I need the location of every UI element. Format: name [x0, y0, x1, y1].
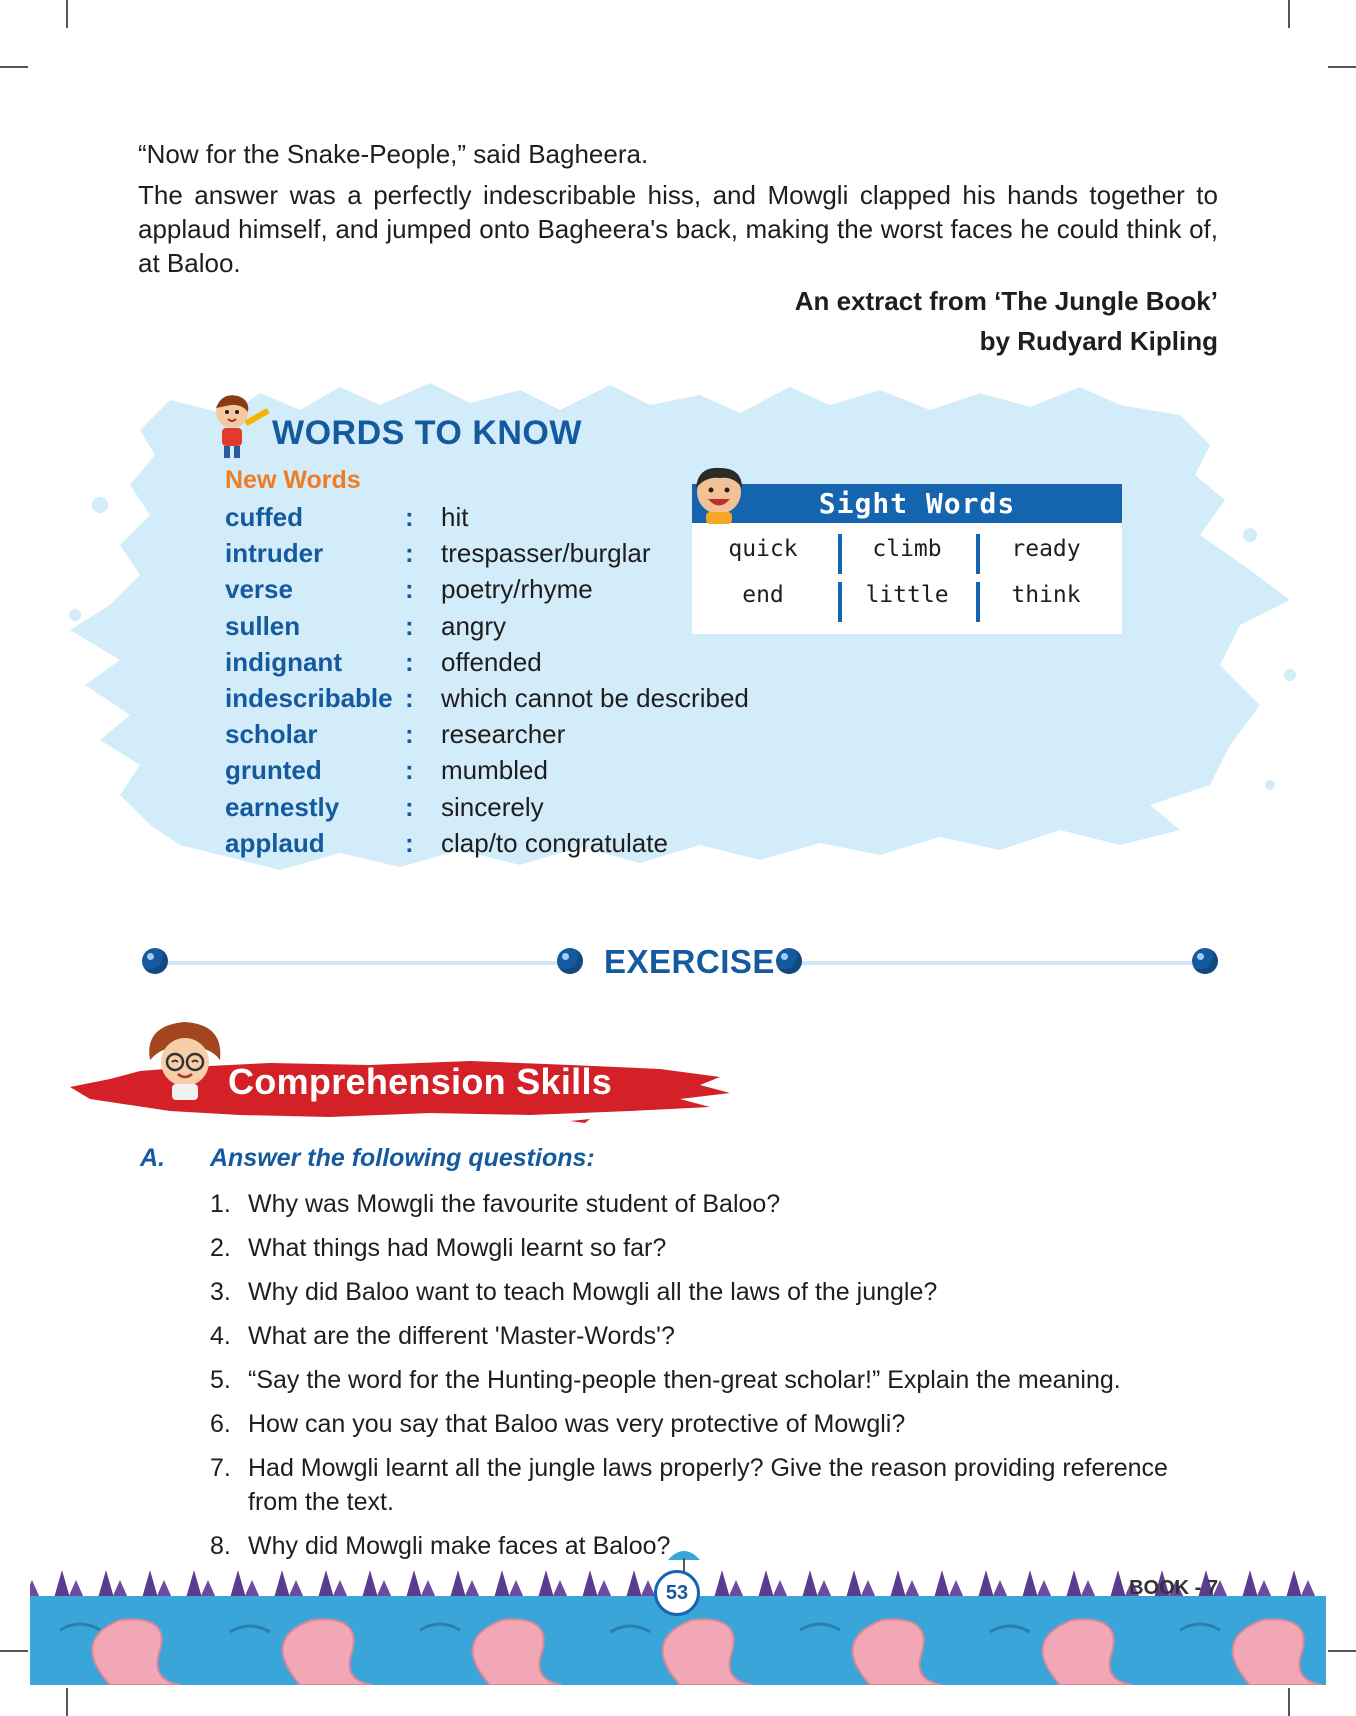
question-item — [210, 1529, 1220, 1563]
page-number: 53 — [654, 1570, 700, 1616]
sight-word: little — [865, 582, 949, 608]
question-number: 8. — [210, 1532, 231, 1560]
vocab-separator: : — [405, 719, 414, 750]
crop-mark — [1288, 1688, 1290, 1716]
book-label: BOOK - 7 — [1129, 1577, 1218, 1599]
vocab-meaning: poetry/rhyme — [441, 574, 593, 605]
question-text: Had Mowgli learnt all the jungle laws properly? Give the reason providing reference from the text. — [248, 1454, 1168, 1516]
sight-words-box — [692, 484, 1122, 634]
vocab-separator: : — [405, 646, 414, 677]
question-item — [210, 1231, 1220, 1265]
crop-mark — [66, 0, 68, 28]
vocab-separator: : — [405, 791, 414, 822]
vocab-term: grunted — [225, 755, 322, 786]
sight-word: climb — [872, 536, 942, 562]
question-text: Why was Mowgli the favourite student of Baloo? — [248, 1190, 781, 1218]
sight-words-title: Sight Words — [692, 484, 1122, 523]
vocab-meaning: mumbled — [441, 755, 548, 786]
vocab-meaning: offended — [441, 646, 542, 677]
vocab-meaning: clap/to congratulate — [441, 827, 668, 858]
reading-kid-icon — [204, 390, 276, 460]
exercise-divider-right — [790, 961, 1192, 965]
comprehension-title: Comprehension Skills — [228, 1061, 613, 1102]
question-number: 1. — [210, 1190, 231, 1218]
vocab-term: applaud — [225, 827, 325, 858]
question-list — [210, 1187, 1220, 1573]
vocab-separator: : — [405, 538, 414, 569]
question-number: 3. — [210, 1278, 231, 1306]
girl-glasses-icon — [140, 1016, 230, 1102]
question-text: Why did Baloo want to teach Mowgli all the laws of the jungle? — [248, 1278, 938, 1306]
story-paragraph: The answer was a perfectly indescribable hiss, and Mowgli clapped his hands together to applaud himself, and jumped onto Bagheera's back, making the worst faces he could think of, at Baloo. — [138, 180, 1218, 278]
question-number: 4. — [210, 1322, 231, 1350]
question-text: What are the different 'Master-Words'? — [248, 1322, 675, 1350]
sight-word: quick — [728, 536, 798, 562]
umbrella-icon — [664, 1544, 704, 1572]
exercise-divider-left — [160, 961, 560, 965]
vocab-term: cuffed — [225, 502, 303, 532]
question-item — [210, 1187, 1220, 1221]
question-item — [210, 1319, 1220, 1353]
question-text: “Say the word for the Hunting-people then-great scholar!” Explain the meaning. — [248, 1366, 1121, 1394]
crop-mark — [66, 1688, 68, 1716]
new-words-label: New Words — [225, 466, 361, 494]
exercise-title: EXERCISE — [604, 943, 775, 980]
vocab-term: indescribable — [225, 682, 393, 713]
vocab-separator: : — [405, 574, 414, 605]
story-line: “Now for the Snake-People,” said Bagheera. — [138, 139, 649, 169]
crop-mark — [1328, 66, 1356, 68]
crop-mark — [1288, 0, 1290, 28]
sight-word: think — [1011, 582, 1081, 608]
vocab-separator: : — [405, 755, 414, 786]
sight-word: ready — [1011, 536, 1081, 562]
vocab-term: sullen — [225, 610, 301, 641]
question-item — [210, 1407, 1220, 1441]
attribution-title: An extract from ‘The Jungle Book’ — [794, 286, 1218, 316]
question-item — [210, 1363, 1220, 1397]
vocab-meaning: which cannot be described — [441, 682, 749, 713]
crop-mark — [0, 66, 28, 68]
vocab-meaning: angry — [441, 610, 507, 641]
words-to-know-title: WORDS TO KNOW — [272, 414, 582, 452]
vocab-separator: : — [405, 502, 414, 532]
question-number: 2. — [210, 1234, 231, 1262]
vocab-term: verse — [225, 574, 293, 605]
attribution-author: by Rudyard Kipling — [979, 326, 1218, 356]
question-number: 7. — [210, 1454, 231, 1482]
vocab-term: earnestly — [225, 791, 340, 822]
bullet-dot-icon — [557, 948, 583, 974]
vocab-meaning: researcher — [441, 719, 566, 750]
sight-word: end — [742, 582, 784, 608]
question-number: 5. — [210, 1366, 231, 1394]
vocab-separator: : — [405, 682, 414, 713]
question-item — [210, 1275, 1220, 1309]
bullet-dot-icon — [142, 948, 168, 974]
question-text: What things had Mowgli learnt so far? — [248, 1234, 667, 1262]
vocab-separator: : — [405, 827, 414, 858]
section-heading: Answer the following questions: — [210, 1144, 595, 1172]
vocab-meaning: hit — [441, 502, 469, 532]
question-item — [210, 1451, 1220, 1519]
section-letter: A. — [140, 1144, 165, 1172]
sight-word-divider — [976, 534, 980, 574]
vocab-term: scholar — [225, 719, 318, 750]
vocab-term: indignant — [225, 646, 342, 677]
smiling-boy-icon — [686, 462, 752, 524]
vocab-separator: : — [405, 610, 414, 641]
question-text: Why did Mowgli make faces at Baloo? — [248, 1532, 671, 1560]
sight-word-divider — [976, 582, 980, 622]
vocab-meaning: trespasser/burglar — [441, 538, 651, 569]
bullet-dot-icon — [776, 948, 802, 974]
vocab-term: intruder — [225, 538, 324, 569]
vocab-meaning: sincerely — [441, 791, 544, 822]
bullet-dot-icon — [1192, 948, 1218, 974]
question-number: 6. — [210, 1410, 231, 1438]
question-text: How can you say that Baloo was very protective of Mowgli? — [248, 1410, 906, 1438]
